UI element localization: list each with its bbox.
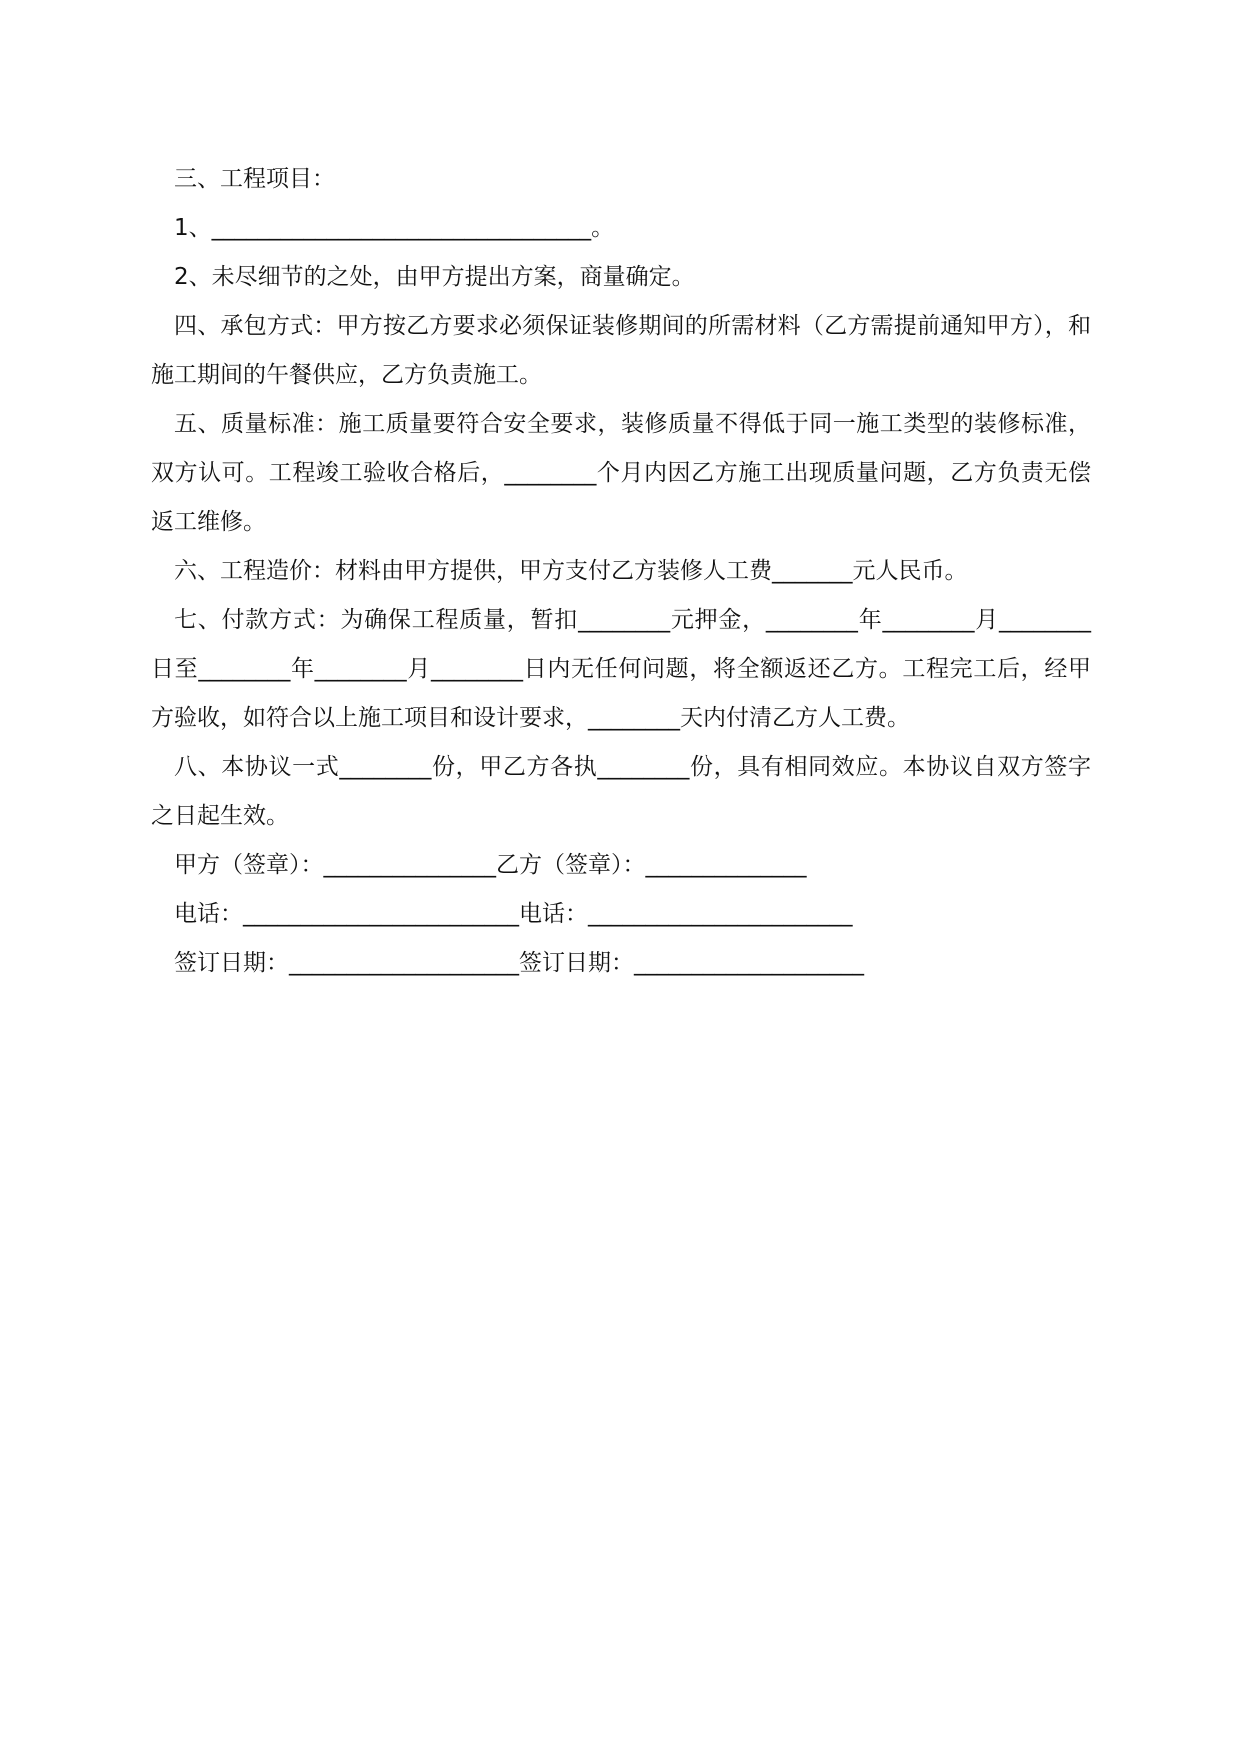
section-3-heading: 三、工程项目： — [174, 166, 335, 192]
item-1: 1、_________________________________。 — [174, 215, 615, 241]
contract-page — [151, 155, 1091, 988]
phone-line: 电话：________________________电话：_______________________ — [174, 901, 853, 927]
section-7: 七、付款方式：为确保工程质量，暂扣________元押金，________年________月________日至________年________月________日内无任何问题，将全额返还乙方。工程完工后，经甲方验收，如符合以上施工项目和设计要求，________天内付清乙方人工费。 — [151, 607, 1091, 731]
section-8: 八、本协议一式________份，甲乙方各执________份，具有相同效应。本协议自双方签字之日起生效。 — [151, 754, 1091, 829]
section-5: 五、质量标准：施工质量要符合安全要求，装修质量不得低于同一施工类型的装修标准，双方认可。工程竣工验收合格后，________个月内因乙方施工出现质量问题，乙方负责无偿返工维修。 — [151, 411, 1091, 535]
signature-line: 甲方（签章）：_______________乙方（签章）：______________ — [174, 852, 807, 878]
sign-date-line: 签订日期：____________________签订日期：____________________ — [174, 950, 864, 976]
item-2: 2、未尽细节的之处，由甲方提出方案，商量确定。 — [174, 264, 695, 290]
section-6: 六、工程造价：材料由甲方提供，甲方支付乙方装修人工费_______元人民币。 — [174, 558, 968, 584]
section-4: 四、承包方式：甲方按乙方要求必须保证装修期间的所需材料（乙方需提前通知甲方），和施工期间的午餐供应，乙方负责施工。 — [151, 313, 1091, 388]
